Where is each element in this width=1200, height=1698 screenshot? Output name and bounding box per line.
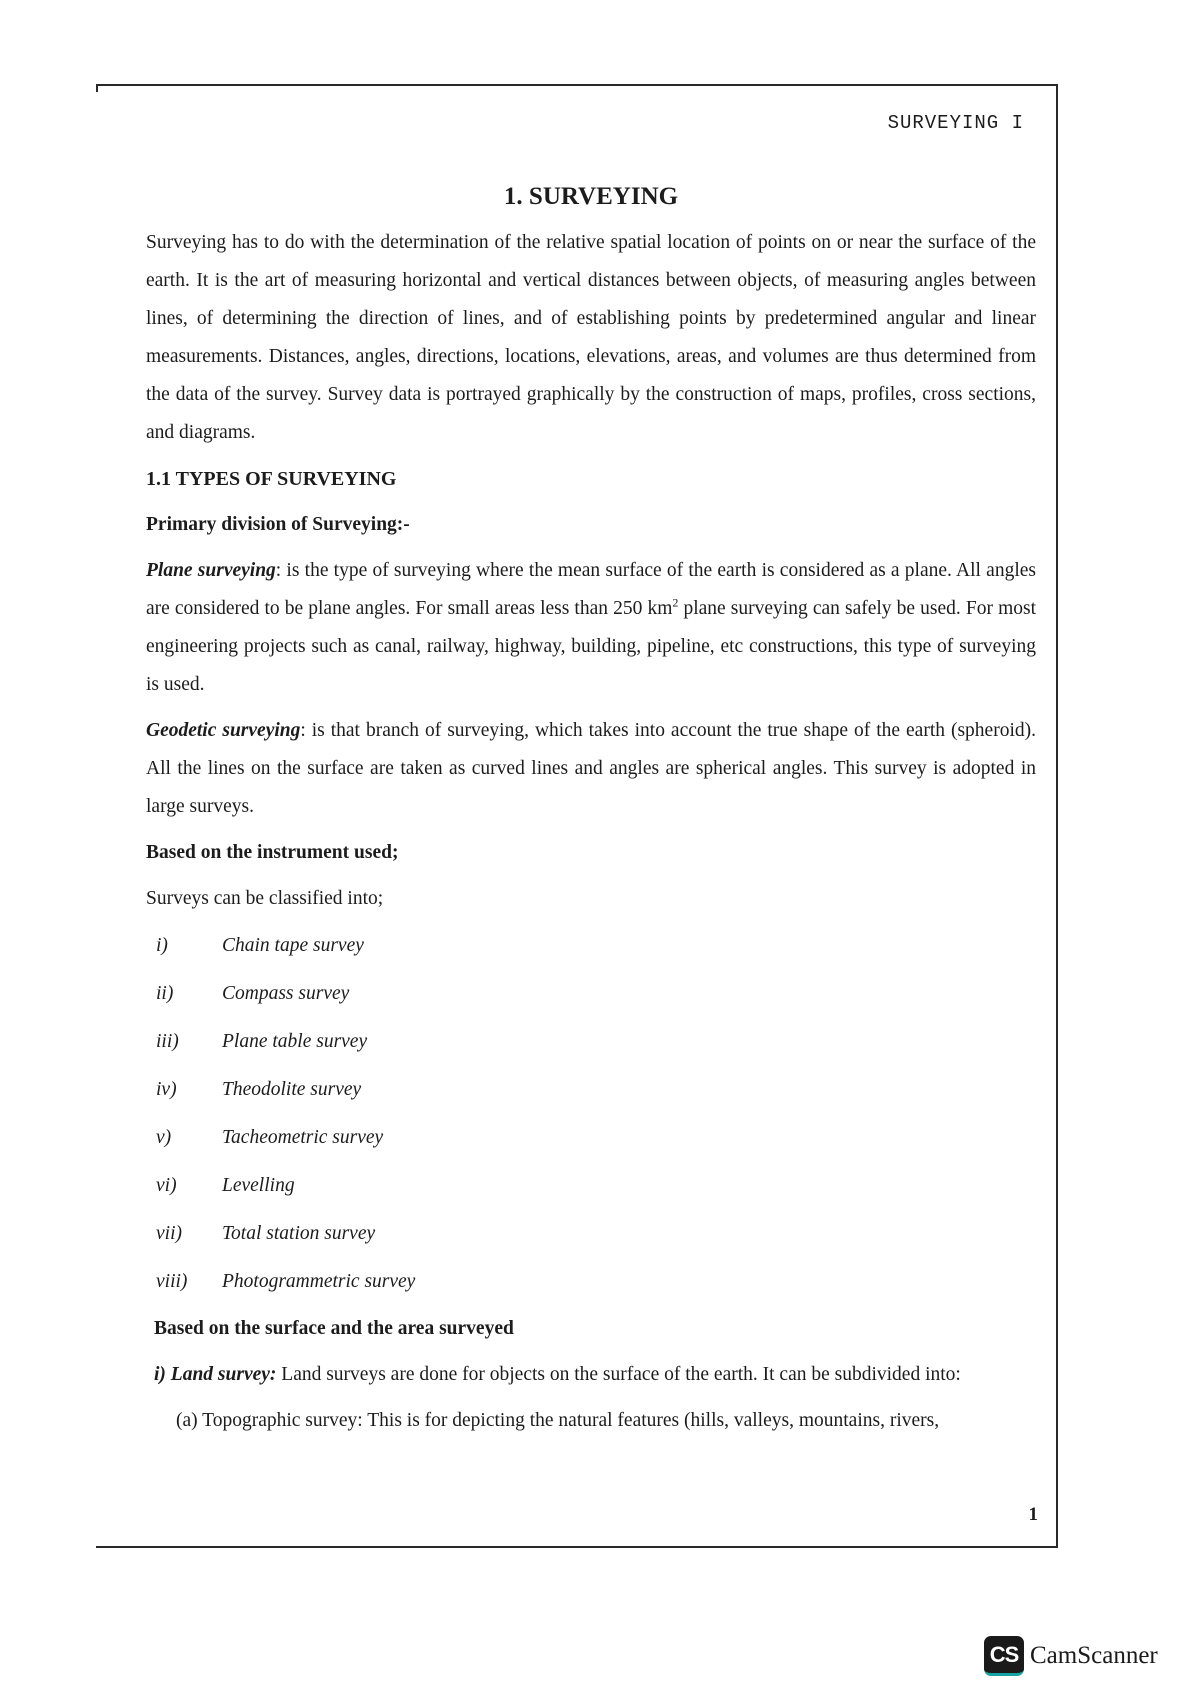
geodetic-surveying-term: Geodetic surveying — [146, 720, 301, 741]
plane-surveying-term: Plane surveying — [146, 560, 276, 581]
instrument-heading: Based on the instrument used; — [146, 842, 399, 863]
land-survey-term: i) Land survey: — [154, 1364, 277, 1385]
plane-surveying-paragraph — [146, 552, 1036, 704]
primary-division-heading: Primary division of Surveying:- — [146, 514, 410, 535]
list-item: vii) Total station survey — [156, 1223, 376, 1244]
list-item: iii) Plane table survey — [156, 1031, 368, 1052]
camscanner-watermark — [984, 1636, 1158, 1676]
intro-paragraph: Surveying has to do with the determination of the relative spatial location of points on or near the surface of the earth. It is the art of measuring horizontal and vertical distances between objects, of measuring angles between lines, of determining the direction of lines, and of establishing points by predetermined angular and linear measurements. Distances, angles, directions, locations, elevations, areas, and volumes are thus determined from the data of the survey. Survey data is portrayed graphically by the construction of maps, profiles, cross sections, and diagrams. — [146, 232, 1036, 443]
camscanner-logo-icon: CS — [984, 1636, 1024, 1676]
document-body — [146, 180, 1036, 1448]
geodetic-surveying-paragraph — [146, 712, 1036, 826]
instrument-list — [146, 922, 1036, 1306]
camscanner-name: CamScanner — [1030, 1642, 1158, 1669]
page-number: 1 — [1028, 1504, 1038, 1525]
list-item: iv) Theodolite survey — [156, 1079, 362, 1100]
superscript: 2 — [672, 595, 679, 610]
surface-heading: Based on the surface and the area surveyed — [154, 1318, 514, 1339]
topographic-survey-paragraph: (a) Topographic survey: This is for depicting the natural features (hills, valleys, mountains, rivers, — [176, 1410, 940, 1431]
land-survey-text: Land surveys are done for objects on the surface of the earth. It can be subdivided into: — [276, 1364, 961, 1385]
geodetic-surveying-text: : is that branch of surveying, which takes into account the true shape of the earth (spheroid). All the lines on the surface are taken as curved lines and angles are spherical angles. This survey is adopted in large surveys. — [146, 720, 1036, 817]
list-item: i) Chain tape survey — [156, 935, 364, 956]
instrument-lead: Surveys can be classified into; — [146, 888, 384, 909]
list-item: v) Tacheometric survey — [156, 1127, 384, 1148]
section-heading-types: 1.1 TYPES OF SURVEYING — [146, 468, 397, 490]
land-survey-paragraph — [146, 1356, 1036, 1394]
plane-surveying-text: : is the type of surveying where the mean surface of the earth is considered as a plane. All angles are considered to be plane angles. For small areas less than 250 km — [146, 560, 1036, 619]
page-title: 1. SURVEYING — [503, 183, 679, 210]
list-item: ii) Compass survey — [156, 983, 350, 1004]
frame-corner — [96, 84, 98, 92]
list-item: vi) Levelling — [156, 1175, 295, 1196]
plane-surveying-text-cont: plane surveying can safely be used. For most engineering projects such as canal, railway, highway, building, pipeline, etc constructions, this type of surveying is used. — [146, 598, 1036, 695]
list-item: viii) Photogrammetric survey — [156, 1271, 416, 1292]
running-header: SURVEYING I — [887, 112, 1024, 134]
